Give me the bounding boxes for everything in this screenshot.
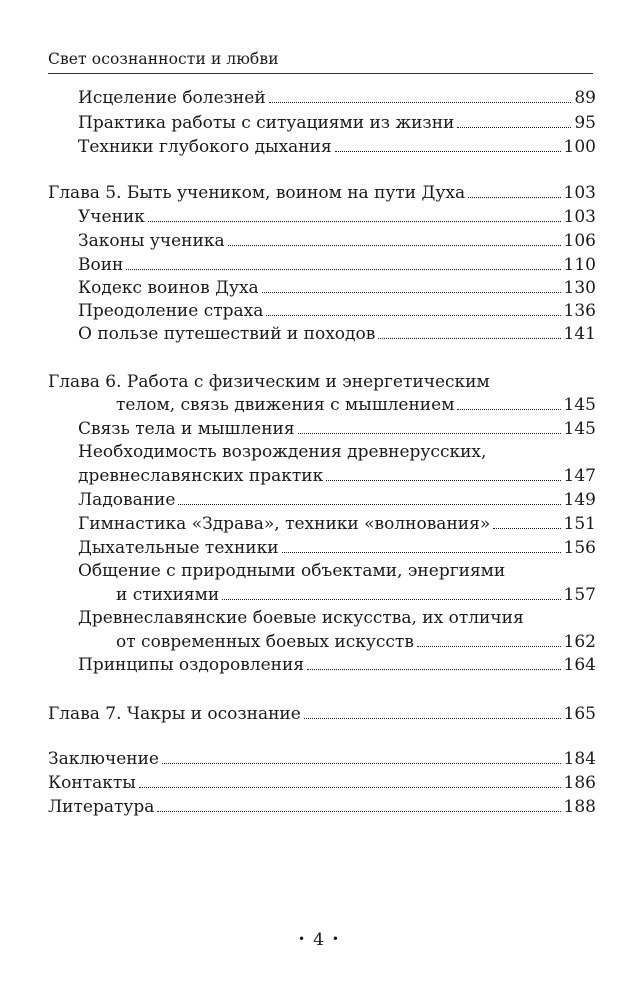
dot-leader	[157, 811, 560, 812]
toc-entry-page: 156	[563, 538, 596, 558]
dot-leader	[282, 552, 561, 553]
toc-entry-page: 157	[563, 585, 596, 605]
dot-leader	[148, 221, 561, 222]
toc-entry-title: Дыхательные техники	[78, 538, 279, 558]
toc-entry[interactable]	[48, 488, 596, 512]
page-number: 4	[313, 930, 324, 950]
dot-leader	[417, 646, 561, 647]
dot-leader	[468, 197, 560, 198]
toc-entry[interactable]	[48, 111, 596, 135]
dot-leader	[326, 480, 560, 481]
toc-entry-title: Законы ученика	[78, 231, 225, 251]
toc-entry-page: 106	[563, 231, 596, 251]
toc-entry-title: телом, связь движения с мышлением	[116, 395, 455, 415]
toc-entry[interactable]	[48, 512, 596, 536]
dot-leader	[222, 599, 560, 600]
toc-entry-page: 130	[563, 278, 596, 298]
toc-entry-page: 100	[563, 137, 596, 157]
toc-entry-title: Необходимость возрождения древнерусских,	[78, 442, 487, 462]
toc-entry[interactable]	[48, 253, 596, 277]
toc-chapter-entry[interactable]	[48, 702, 596, 726]
dot-leader	[457, 409, 560, 410]
toc-entry-title: Принципы оздоровления	[78, 655, 305, 675]
toc-entry-continuation[interactable]	[48, 630, 596, 654]
dot-leader	[178, 504, 560, 505]
toc-entry-page: 103	[563, 183, 596, 203]
toc-entry[interactable]	[48, 205, 596, 229]
header-rule	[48, 73, 593, 74]
toc-entry[interactable]	[48, 229, 596, 253]
toc-entry-page: 110	[563, 255, 596, 275]
toc-entry-page: 151	[563, 514, 596, 534]
toc-chapter-entry[interactable]	[48, 771, 596, 795]
toc-chapter-entry[interactable]	[48, 181, 596, 205]
running-header: Свет осознанности и любви	[48, 50, 279, 68]
page-folio	[0, 930, 637, 950]
toc-entry-title: Практика работы с ситуациями из жизни	[78, 113, 455, 133]
ornament-dot-left: •	[298, 932, 306, 946]
toc-entry-title: Преодоление страха	[78, 301, 264, 321]
dot-leader	[162, 763, 561, 764]
dot-leader	[228, 245, 561, 246]
toc-entry-title: и стихиями	[116, 585, 220, 605]
toc-chapter-entry[interactable]	[48, 747, 596, 771]
toc-entry-page: 89	[574, 88, 596, 108]
toc-entry-page: 103	[563, 207, 596, 227]
toc-entry[interactable]	[48, 653, 596, 677]
toc-entry[interactable]	[48, 440, 596, 464]
toc-entry[interactable]	[48, 322, 596, 346]
toc-chapter-entry[interactable]	[48, 370, 596, 394]
toc-entry-title: древнеславянских практик	[78, 466, 324, 486]
dot-leader	[307, 669, 561, 670]
toc-entry-title: Глава 6. Работа с физическим и энергетическим	[48, 372, 490, 392]
toc-entry-title: Воин	[78, 255, 124, 275]
toc-entry-page: 145	[563, 395, 596, 415]
dot-leader	[335, 151, 561, 152]
toc-entry[interactable]	[48, 536, 596, 560]
dot-leader	[266, 315, 560, 316]
toc-entry-continuation[interactable]	[48, 393, 596, 417]
toc-entry[interactable]	[48, 135, 596, 159]
toc-entry-page: 149	[563, 490, 596, 510]
toc-entry[interactable]	[48, 86, 596, 110]
ornament-dot-right: •	[331, 932, 339, 946]
toc-entry-title: Контакты	[48, 773, 136, 793]
toc-entry-continuation[interactable]	[48, 464, 596, 488]
toc-entry-page: 141	[563, 324, 596, 344]
dot-leader	[457, 127, 571, 128]
toc-entry-title: О пользе путешествий и походов	[78, 324, 376, 344]
toc-entry-title: Литература	[48, 797, 155, 817]
toc-entry[interactable]	[48, 606, 596, 630]
toc-entry-title: Исцеление болезней	[78, 88, 266, 108]
toc-entry-page: 186	[563, 773, 596, 793]
dot-leader	[139, 787, 561, 788]
toc-entry[interactable]	[48, 276, 596, 300]
dot-leader	[493, 528, 560, 529]
toc-entry[interactable]	[48, 559, 596, 583]
toc-entry-page: 136	[563, 301, 596, 321]
dot-leader	[262, 292, 561, 293]
toc-entry-page: 164	[563, 655, 596, 675]
toc-entry-title: Кодекс воинов Духа	[78, 278, 259, 298]
toc-entry-page: 165	[563, 704, 596, 724]
dot-leader	[298, 433, 561, 434]
dot-leader	[126, 269, 560, 270]
toc-entry[interactable]	[48, 417, 596, 441]
dot-leader	[304, 718, 561, 719]
toc-entry-continuation[interactable]	[48, 583, 596, 607]
toc-entry-title: от современных боевых искусств	[116, 632, 414, 652]
toc-entry-page: 162	[563, 632, 596, 652]
toc-entry-title: Техники глубокого дыхания	[78, 137, 332, 157]
toc-entry-title: Глава 7. Чакры и осознание	[48, 704, 301, 724]
toc-entry-title: Общение с природными объектами, энергиями	[78, 561, 506, 581]
toc-entry-title: Глава 5. Быть учеником, воином на пути Духа	[48, 183, 466, 203]
toc-chapter-entry[interactable]	[48, 795, 596, 819]
toc-entry-page: 147	[563, 466, 596, 486]
toc-entry-title: Гимнастика «Здрава», техники «волнования»	[78, 514, 491, 534]
toc-entry-title: Ученик	[78, 207, 145, 227]
toc-entry-title: Связь тела и мышления	[78, 419, 295, 439]
toc-entry[interactable]	[48, 299, 596, 323]
toc-entry-page: 184	[563, 749, 596, 769]
toc-entry-title: Ладование	[78, 490, 176, 510]
toc-entry-page: 145	[563, 419, 596, 439]
toc-entry-title: Древнеславянские боевые искусства, их отличия	[78, 608, 524, 628]
toc-entry-page: 188	[563, 797, 596, 817]
toc-entry-title: Заключение	[48, 749, 159, 769]
dot-leader	[378, 338, 560, 339]
dot-leader	[269, 102, 572, 103]
toc-entry-page: 95	[574, 113, 596, 133]
